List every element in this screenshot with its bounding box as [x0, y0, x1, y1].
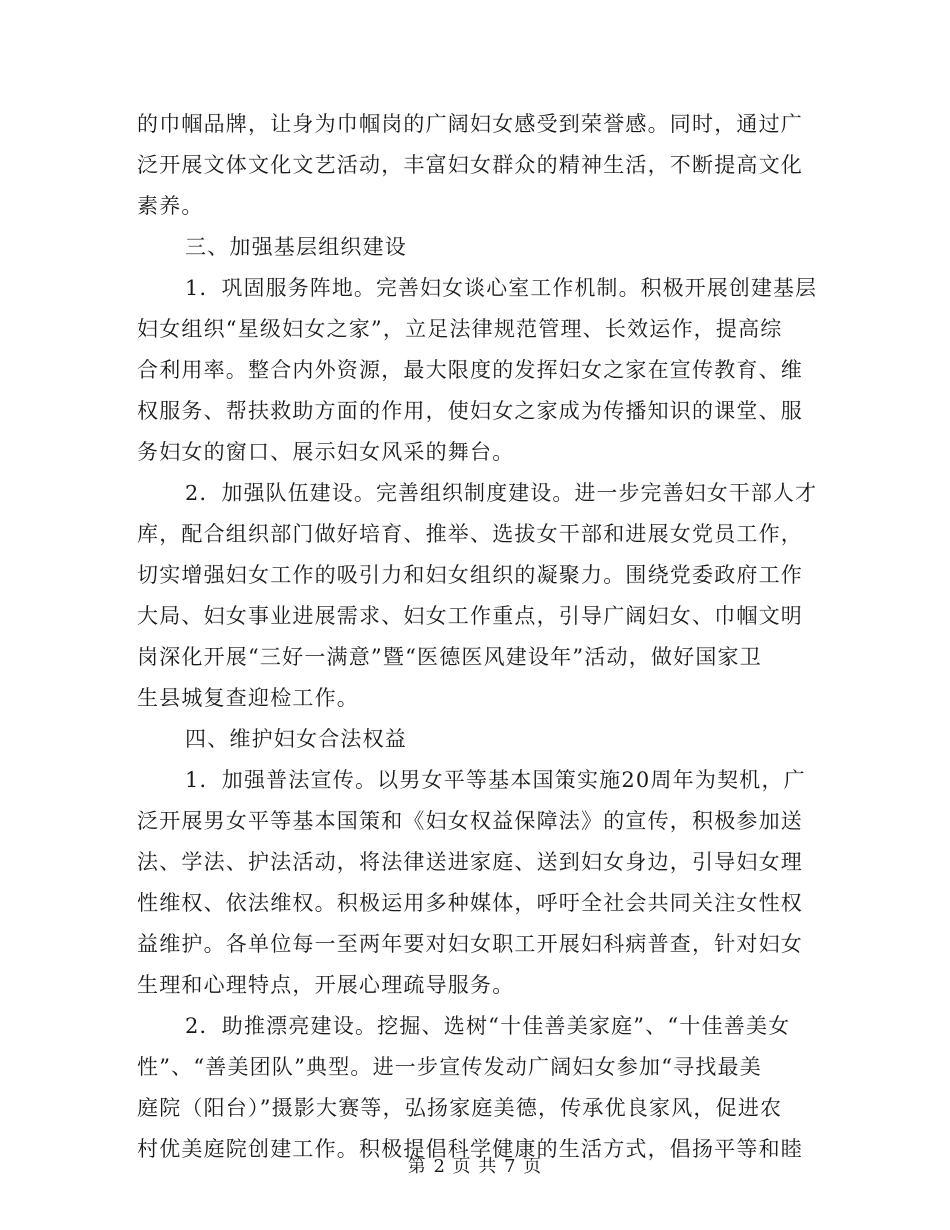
text-line: 权服务、帮扶救助方面的作用，使妇女之家成为传播知识的课堂、服	[137, 399, 803, 423]
text-line: 妇女组织“星级妇女之家”，立足法律规范管理、长效运作，提高综	[137, 317, 783, 341]
text-line: 泛开展男女平等基本国策和《妇女权益保障法》的宣传，积极参加送	[137, 809, 803, 833]
text-line: 岗深化开展“三好一满意”暨“医德医风建设年”活动，做好国家卫	[137, 645, 762, 669]
text-line: 村优美庭院创建工作。积极提倡科学健康的生活方式，倡扬平等和睦	[137, 1137, 803, 1161]
text-line: 益维护。各单位每一至两年要对妇女职工开展妇科病普查，针对妇女	[137, 932, 803, 956]
text-line: 1．加强普法宣传。以男女平等基本国策实施20周年为契机，广	[185, 768, 806, 792]
text-line: 法、学法、护法活动，将法律送进家庭、送到妇女身边，引导妇女理	[137, 850, 803, 874]
text-line: 生县城复查迎检工作。	[137, 686, 359, 710]
page-footer	[0, 1152, 950, 1178]
text-line: 切实增强妇女工作的吸引力和妇女组织的凝聚力。围绕党委政府工作	[137, 563, 803, 587]
text-line: 合利用率。整合内外资源，最大限度的发挥妇女之家在宣传教育、维	[137, 358, 803, 382]
text-line: 2．加强队伍建设。完善组织制度建设。进一步完善妇女干部人才	[185, 481, 818, 505]
text-line: 生理和心理特点，开展心理疏导服务。	[137, 973, 515, 997]
text-line: 性维权、依法维权。积极运用多种媒体，呼吁全社会共同关注女性权	[137, 891, 803, 915]
page-number-label: 第 2 页 共 7 页	[407, 1156, 543, 1177]
document-body	[137, 104, 817, 1170]
text-line: 四、维护妇女合法权益	[185, 727, 407, 751]
text-line: 大局、妇女事业进展需求、妇女工作重点，引导广阔妇女、巾帼文明	[137, 604, 803, 628]
text-line: 1．巩固服务阵地。完善妇女谈心室工作机制。积极开展创建基层	[185, 276, 818, 300]
text-line: 庭院（阳台）”摄影大赛等，弘扬家庭美德，传承优良家风，促进农	[137, 1096, 783, 1120]
text-line: 务妇女的窗口、展示妇女风采的舞台。	[137, 440, 515, 464]
text-line: 素养。	[137, 194, 204, 218]
text-line: 2．助推漂亮建设。挖掘、选树“十佳善美家庭”、“十佳善美女	[185, 1014, 791, 1038]
text-line: 性”、“善美团队”典型。进一步宣传发动广阔妇女参加“寻找最美	[137, 1055, 762, 1079]
text-line: 泛开展文体文化文艺活动，丰富妇女群众的精神生活，不断提高文化	[137, 153, 803, 177]
text-line: 的巾帼品牌，让身为巾帼岗的广阔妇女感受到荣誉感。同时，通过广	[137, 112, 803, 136]
text-line: 库，配合组织部门做好培育、推举、选拔女干部和进展女党员工作，	[137, 522, 803, 546]
text-line: 三、加强基层组织建设	[185, 235, 407, 259]
